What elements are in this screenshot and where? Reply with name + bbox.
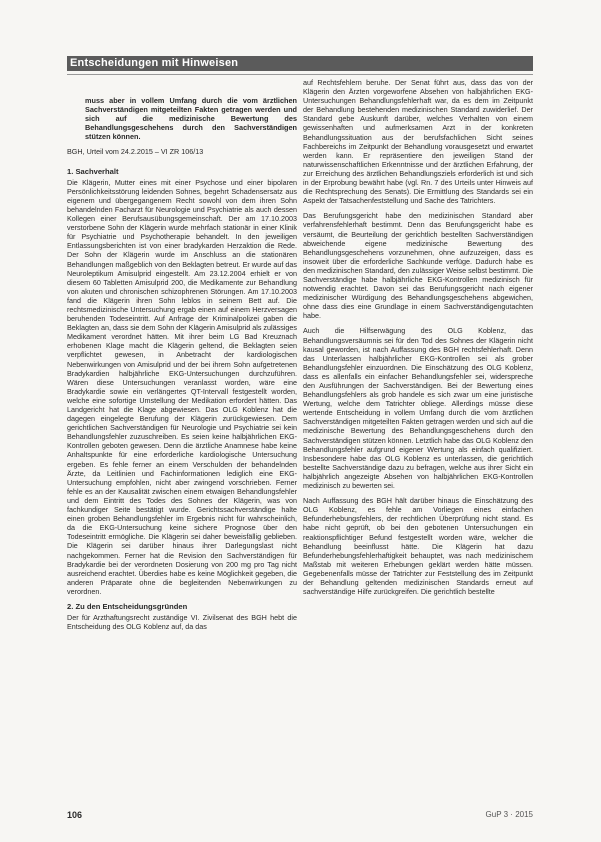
page-number: 106 — [67, 810, 83, 820]
section1-heading: 1. Sachverhalt — [67, 166, 119, 176]
section-header-title: Entscheidungen mit Hinweisen — [70, 57, 239, 69]
paragraph-1: auf Rechtsfehlern beruhe. Der Senat führt aus, dass das von der Klägerin den Ärzten vorgeworfene Absehen von halbjährlichen EKG-Untersuchungen Behandlungsfehlerhaft war, da es dem im Zeitpunkt der Behandlung bestehenden medizinischen Standard zuwiderlief. Der Standard gebe Auskunft darüber, welches Verhalten von einem gewissenhaften und aufmerksamen Arzt in der konkreten Behandlungssituation aus der berufsfachlichen Sicht seines Fachbereichs im Zeitpunkt der Behandlung vorausgesetzt und erwartet werden kann. Er repräsentiere den jeweiligen Stand der naturwissenschaftlichen Erkenntnisse und der ärztlichen Erfahrung, der zur Erreichung des ärztlichen Behandlungsziels erforderlich ist und sich in der Erprobung bewährt habe (vgl. Rn. 7 des Urteils unter Hinweis auf die Rechtsprechung des Senats). Die Ermittlung des Standards sei ein Aspekt der Tatsachenfeststellung und Sache des Tatrichters. — [303, 78, 533, 206]
left-column — [67, 78, 297, 637]
paragraph-2: Das Berufungsgericht habe den medizinischen Standard aber verfahrensfehlerhaft bestimmt. Denn das Berufungsgericht habe es versäumt, die Beurteilung der gerichtlich bestellten Sachverständigen abweichende eigene medizinische Bewertung des Behandlungsgeschehens vorzunehmen, ohne aufzuzeigen, dass es insoweit über die erforderliche Sachkunde verfüge. Dadurch habe es den medizinischen Standard, den zulässiger Weise selbst bestimmt. Die Sachverständige habe halbjährliche EKG-Kontrollen medizinisch für notwendig erachtet. Davon sei das Berufungsgericht nach eigener medizinischer Würdigung des Behandlungsgeschehens abgewichen, ohne dass dies eine Grundlage in einem Sachverständigengutachten habe. — [303, 211, 533, 321]
section1-text: Die Klägerin, Mutter eines mit einer Psychose und einer bipolaren Persönlichkeitsstörung leidenden Sohnes, begehrt Schadensersatz aus eigenem und übergegangenem Recht sowohl von dem ihren Sohn behandelnden Facharzt für Neurologie und Psychiatrie als auch dessen Kollegen einer Berufsausübungsgemeinschaft. Der am 17.10.2003 verstorbene Sohn der Klägerin wurde mehrfach stationär in einer Klinik für Psychiatrie und Psychotherapie behandelt. In den jeweiligen Entlassungsberichten ist von einer bradykarden Herzaktion die Rede. Der Sohn der Klägerin wurde im Anschluss an die stationären Behandlungen maßgeblich von den Beklagten betreut. Er wurde auf das Neuroleptikum Amisulprid eingestellt. Am 23.12.2004 erhielt er von diesem 60 Tabletten Amisulprid 200, die Medikamente zur Behandlung von akuten und chronischen schizophrenen Störungen. Am 17.10.2003 fand die Klägerin ihren Sohn leblos in seinem Bett auf. Die rechtsmedizinische Untersuchung ergab einen auf einem Herzversagen beruhenden Todeseintritt. Auf Anfrage der Kriminalpolizei gaben die Beklagten an, dass sie dem Sohn der Klägerin Amisulprid als zulässiges Medikament verordnet hätten. Mit ihrer beim LG Bad Kreuznach erhobenen Klage macht die Klägerin geltend, die Beklagten seien verpflichtet gewesen, in Anbetracht der kardiologischen Nebenwirkungen von Amisulprid und der bei ihrem Sohn aufgetretenen Bradykardien halbjährliche EKG-Untersuchungen durchzuführen. Wären diese Untersuchungen veranlasst worden, wäre eine Bradykardie sowie ein verlängertes QT-Intervall festgestellt worden, welche eine sofortige Umstellung der Medikation erfordert hätten. Das Landgericht hat die Klage abgewiesen. Das OLG Koblenz hat die dagegen eingelegte Berufung der Klägerin zurückgewiesen. Dem gerichtlichen Sachverständigen für Neurologie und Psychiatrie sei kein Behandlungsfehler zuzuschreiben. Es seien keine halbjährlichen EKG-Kontrollen geboten gewesen. Denn die ärztliche Anamnese habe keine Anhaltspunkte für eine erforderliche kardiologische Untersuchung ergeben. Es fehle ferner an einem Verschulden der behandelnden Ärzte, da Leitlinien und Fachinformationen lediglich eine EKG-Untersuchung empfohlen, nicht aber zwingend vorschrieben. Ferner fehle es an der Kausalität zwischen einem etwaigen Behandlungsfehler und dem Eintritt des Todes des Sohnes der Klägerin, was von fachkundiger Seite bestätigt wurde. Gerichtssachverständige halte einen groben Behandlungsfehler im Ergebnis nicht für wahrscheinlich, da die EKG-Untersuchung keine sichere Prognose über den Todeseintritt ermögliche. Die Klägerin sei daher beweisfällig geblieben. Die Klägerin sei darüber hinaus ihrer Darlegungslast nicht nachgekommen. Ferner hat die Revision den Sachverständigen für Bradykardie bei der verordneten Dosierung von 200 mg pro Tag nicht ausreichend erachtet. Überdies habe es keine Möglichkeit gegeben, die anderen Präparate ohne die begleitenden Nebenwirkungen zu verordnen. — [67, 177, 297, 596]
headnote: muss aber in vollem Umfang durch die vom ärztlichen Sachverständigen mitgeteilten Fakten getragen werden und sich auf die medizinische Bewertung des Behandlungsgeschehens durch den Sachverständigen stützen können. — [85, 96, 297, 142]
citation: BGH, Urteil vom 24.2.2015 – VI ZR 106/13 — [67, 147, 204, 157]
journal-name: GuP 3 · 2015 — [485, 810, 533, 819]
section2-text: Der für Arzthaftungsrecht zuständige VI. Zivilsenat des BGH hebt die Entscheidung des OLG Koblenz auf, da das — [67, 613, 297, 632]
paragraph-4: Nach Auffassung des BGH hält darüber hinaus die Einschätzung des OLG Koblenz, es fehle am Vorliegen eines einfachen Befunderhebungsfehlers, der rechtlichen Überprüfung nicht stand. Es habe nicht geprüft, ob bei den gebotenen Untersuchungen ein reaktionspflichtiger Befund festgestellt worden wäre, welcher die Behandlung beeinflusst hätte. Die Klägerin hat dazu Befunderhebungsfehlerhaftigkeit behauptet, was nach medizinischem Maßstab mit weiteren Erhebungen geklärt werden hätte müssen. Gegebenenfalls müsse der Tatrichter zur Feststellung des im Zeitpunkt der Behandlung geltenden medizinischen Standards erneut auf sachverständige Hilfe zurückgreifen. Die gerichtlich bestellte — [303, 496, 533, 597]
header-rule — [67, 74, 533, 75]
section2-heading: 2. Zu den Entscheidungsgründen — [67, 601, 188, 611]
paragraph-3: Auch die Hilfserwägung des OLG Koblenz, das Behandlungsversäumnis sei für den Tod des Sohnes der Klägerin nicht kausal geworden, ist nach Auffassung des BGH rechtsfehlerhaft. Denn das Unterlassen halbjährlicher EKG-Kontrollen sei als grober Behandlungsfehler einzuordnen. Die Einschätzung des OLG Koblenz, dass es allenfalls ein einfacher Behandlungsfehler sei, widerspreche den Ausführungen der Sachverständigen. Bei der Bewertung eines Behandlungsfehlers als grob handele es sich zwar um eine juristische Wertung, welche dem Tatrichter obliege. Allerdings müsse diese wertende Entscheidung in vollem Umfang durch die vom ärztlichen Sachverständigen mitgeteilten Fakten getragen werden und sich auf die medizinische Bewertung des Behandlungsgeschehens durch den Sachverständigen stützen können. Letztlich habe das OLG Koblenz den Behandlungsfehler aufgrund eigener Wertung als einfach qualifiziert. Insbesondere habe das OLG Koblenz es unterlassen, die gerichtlich bestellte Sachverständige dazu zu befragen, welche aus ihrer Sicht ein halbjährlich angezeigte Absehen von halbjährlichen EKG-Kontrollen medizinisch zu bewerten sei. — [303, 326, 533, 491]
right-column — [303, 78, 533, 602]
